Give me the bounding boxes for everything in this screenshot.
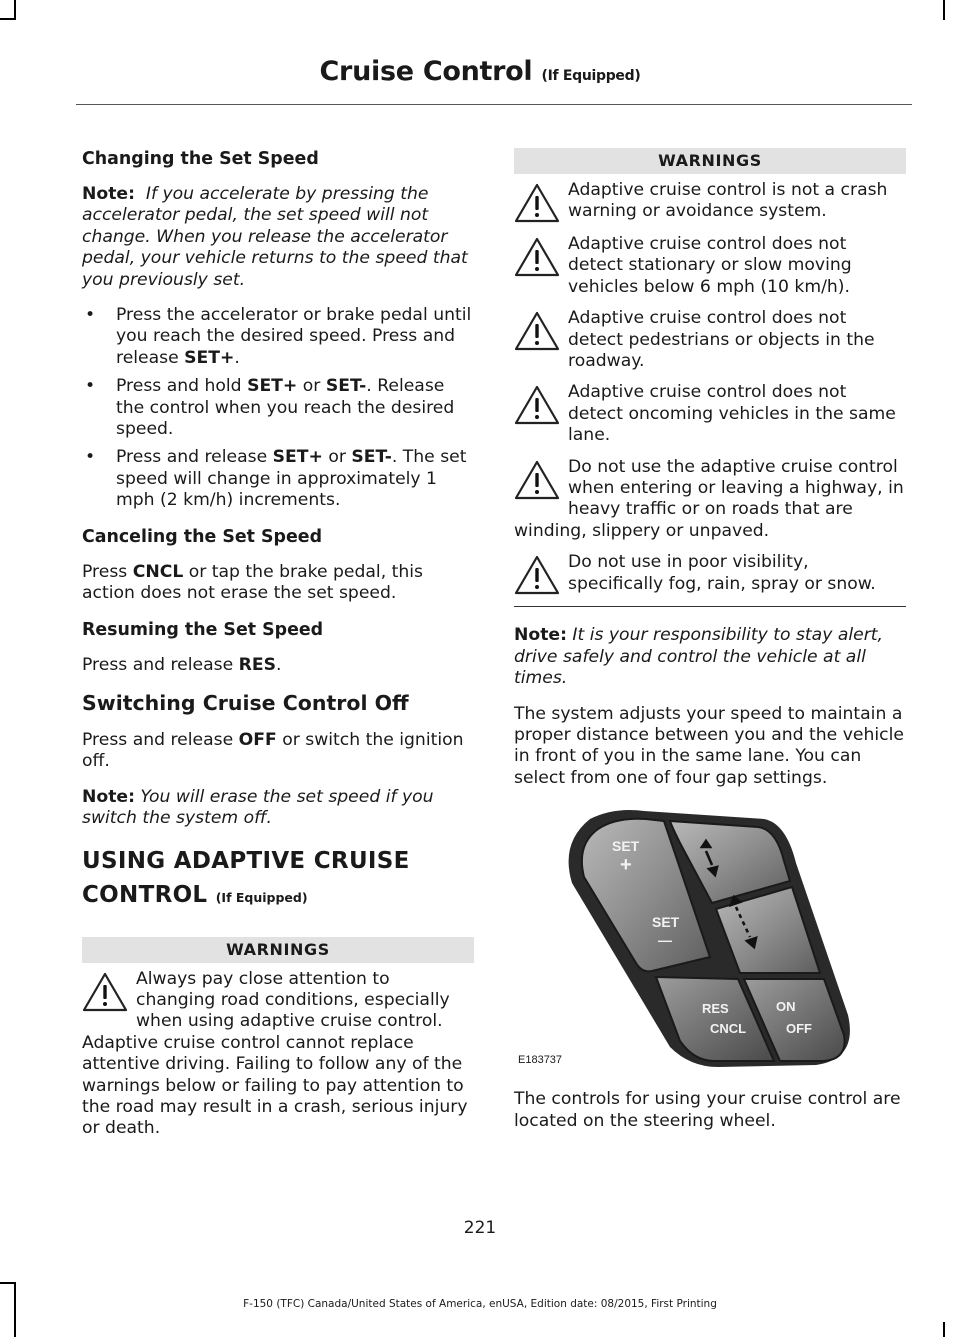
- warning-item: [514, 234, 906, 298]
- right-column: [514, 148, 906, 1146]
- list-text: or: [322, 447, 352, 468]
- warning-triangle-icon: [514, 460, 560, 500]
- gap-settings-paragraph: The system adjusts your speed to maintain a proper distance between you and the vehicle in front of you in the same lane. You can select from one of four gap settings.: [514, 703, 904, 788]
- note-off: [82, 787, 474, 830]
- note-label: Note:: [82, 184, 135, 204]
- steering-wheel-controls-figure: [514, 803, 854, 1075]
- bullet-mark: •: [85, 376, 96, 397]
- cancel-paragraph: [82, 562, 474, 605]
- note-responsibility: [514, 625, 906, 689]
- warning-triangle-icon: [514, 385, 560, 425]
- note-text: You will erase the set speed if you switch the system off.: [82, 786, 434, 829]
- header-subtitle: (If Equipped): [541, 68, 641, 84]
- left-column: [82, 148, 474, 1150]
- list-item: [82, 305, 474, 369]
- crop-mark-bottom-left-h: [0, 1282, 16, 1284]
- control-label: SET-: [325, 376, 367, 397]
- list-text: Press and hold: [116, 376, 248, 397]
- list-item: [82, 447, 474, 511]
- list-text: . Release the control when you reach the desired speed.: [116, 376, 455, 440]
- section-heading-line1: USING ADAPTIVE CRUISE: [82, 847, 410, 874]
- note-label: Note:: [82, 786, 135, 807]
- note-text: If you accelerate by pressing the accelerator pedal, the set speed will not change. When you release the accelerator pedal, your vehicle returns to the speed that you previously set.: [82, 184, 468, 290]
- crop-mark-top-right: [943, 0, 945, 20]
- on-label: ON: [776, 999, 796, 1015]
- section-heading-subtitle: (If Equipped): [215, 889, 308, 905]
- bullet-mark: •: [85, 447, 96, 468]
- para-text: Press and release: [82, 729, 239, 750]
- changing-heading: Changing the Set Speed: [82, 149, 319, 169]
- canceling-heading: Canceling the Set Speed: [82, 526, 323, 547]
- header-rule: [76, 104, 912, 105]
- warning-item: [82, 969, 474, 1140]
- resume-paragraph: [82, 655, 474, 676]
- note-label: Note:: [514, 625, 567, 646]
- section-heading-line2: CONTROL: [82, 881, 208, 908]
- switching-heading: Switching Cruise Control Off: [82, 690, 409, 715]
- list-text: or: [297, 376, 326, 397]
- set-minus-label: SET: [652, 914, 680, 931]
- control-label: SET+: [184, 347, 235, 368]
- off-label: OFF: [786, 1021, 812, 1037]
- control-label: OFF: [238, 729, 277, 750]
- warning-triangle-icon: [514, 183, 560, 223]
- para-text: Press: [82, 561, 133, 582]
- set-minus-symbol: —: [658, 932, 672, 949]
- controls-location-paragraph: The controls for using your cruise control are located on the steering wheel.: [514, 1089, 901, 1131]
- note-text: It is your responsibility to stay alert, drive safely and control the vehicle at all times.: [514, 625, 883, 689]
- warning-text: Do not use the adaptive cruise control when entering or leaving a highway, in heavy traffic or on roads that are winding, slippery or unpaved.: [514, 456, 904, 541]
- warning-item: [514, 308, 906, 372]
- warning-text: Adaptive cruise control does not detect stationary or slow moving vehicles below 6 mph (10 km/h).: [568, 234, 852, 297]
- list-text: . The set speed will change in approximately 1 mph (2 km/h) increments.: [116, 447, 467, 511]
- control-label: SET-: [351, 447, 392, 468]
- warnings-end-rule: [514, 606, 906, 607]
- control-label: CNCL: [132, 561, 184, 582]
- page-number: 221: [463, 1218, 497, 1238]
- page-footer: F-150 (TFC) Canada/United States of America, enUSA, Edition date: 08/2015, First Printing: [243, 1298, 717, 1310]
- warnings-title: WARNINGS: [82, 937, 474, 963]
- bullet-mark: •: [85, 305, 96, 326]
- warning-triangle-icon: [82, 972, 128, 1012]
- page-header: [0, 56, 960, 87]
- warning-text: Adaptive cruise control does not detect oncoming vehicles in the same lane.: [568, 382, 896, 446]
- warning-text: Always pay close attention to changing road conditions, especially when using adaptive cruise control. Adaptive cruise control cannot replace attentive driving. Failing to follow any of the warnings below or failing to pay attention to the road may result in a crash, serious injury or death.: [82, 968, 468, 1139]
- figure-id: E183737: [518, 1053, 563, 1066]
- section-heading: [82, 844, 474, 915]
- warning-triangle-icon: [514, 237, 560, 277]
- list-text: .: [234, 347, 240, 368]
- cruise-control-buttons-illustration: [514, 803, 854, 1075]
- warnings-title: WARNINGS: [514, 148, 906, 174]
- off-paragraph: [82, 730, 474, 773]
- list-item: [82, 376, 474, 440]
- para-text: Press and release: [82, 654, 239, 675]
- set-plus-symbol: +: [620, 854, 632, 877]
- res-label: RES: [702, 1001, 729, 1017]
- warning-text: Adaptive cruise control does not detect pedestrians or objects in the roadway.: [568, 308, 875, 372]
- warning-triangle-icon: [514, 555, 560, 595]
- cncl-label: CNCL: [710, 1021, 747, 1037]
- warning-triangle-icon: [514, 311, 560, 351]
- control-label: SET+: [247, 376, 298, 397]
- crop-mark-bottom-right: [943, 1322, 945, 1337]
- list-text: Press and release: [116, 447, 273, 468]
- set-speed-list: [82, 305, 474, 512]
- note-changing: [82, 184, 474, 291]
- warning-text: Adaptive cruise control is not a crash warning or avoidance system.: [568, 180, 888, 222]
- set-plus-label: SET: [612, 838, 640, 855]
- control-label: RES: [238, 654, 276, 675]
- resuming-heading: Resuming the Set Speed: [82, 619, 324, 640]
- warning-item: [514, 382, 906, 446]
- para-text: or tap the brake pedal, this action does not erase the set speed.: [82, 561, 423, 604]
- list-text: Press the accelerator or brake pedal until you reach the desired speed. Press and release: [116, 305, 472, 368]
- warning-item: [514, 552, 906, 596]
- control-label: SET+: [272, 447, 323, 468]
- header-title: Cruise Control: [319, 56, 533, 87]
- crop-mark-top-left-v: [14, 0, 16, 20]
- crop-mark-top-left-h: [0, 18, 16, 20]
- warning-text: Do not use in poor visibility, specifically fog, rain, spray or snow.: [568, 552, 876, 594]
- warning-item: [514, 180, 906, 224]
- para-text: .: [276, 654, 282, 675]
- para-text: or switch the ignition off.: [82, 729, 464, 772]
- warning-item: [514, 457, 906, 543]
